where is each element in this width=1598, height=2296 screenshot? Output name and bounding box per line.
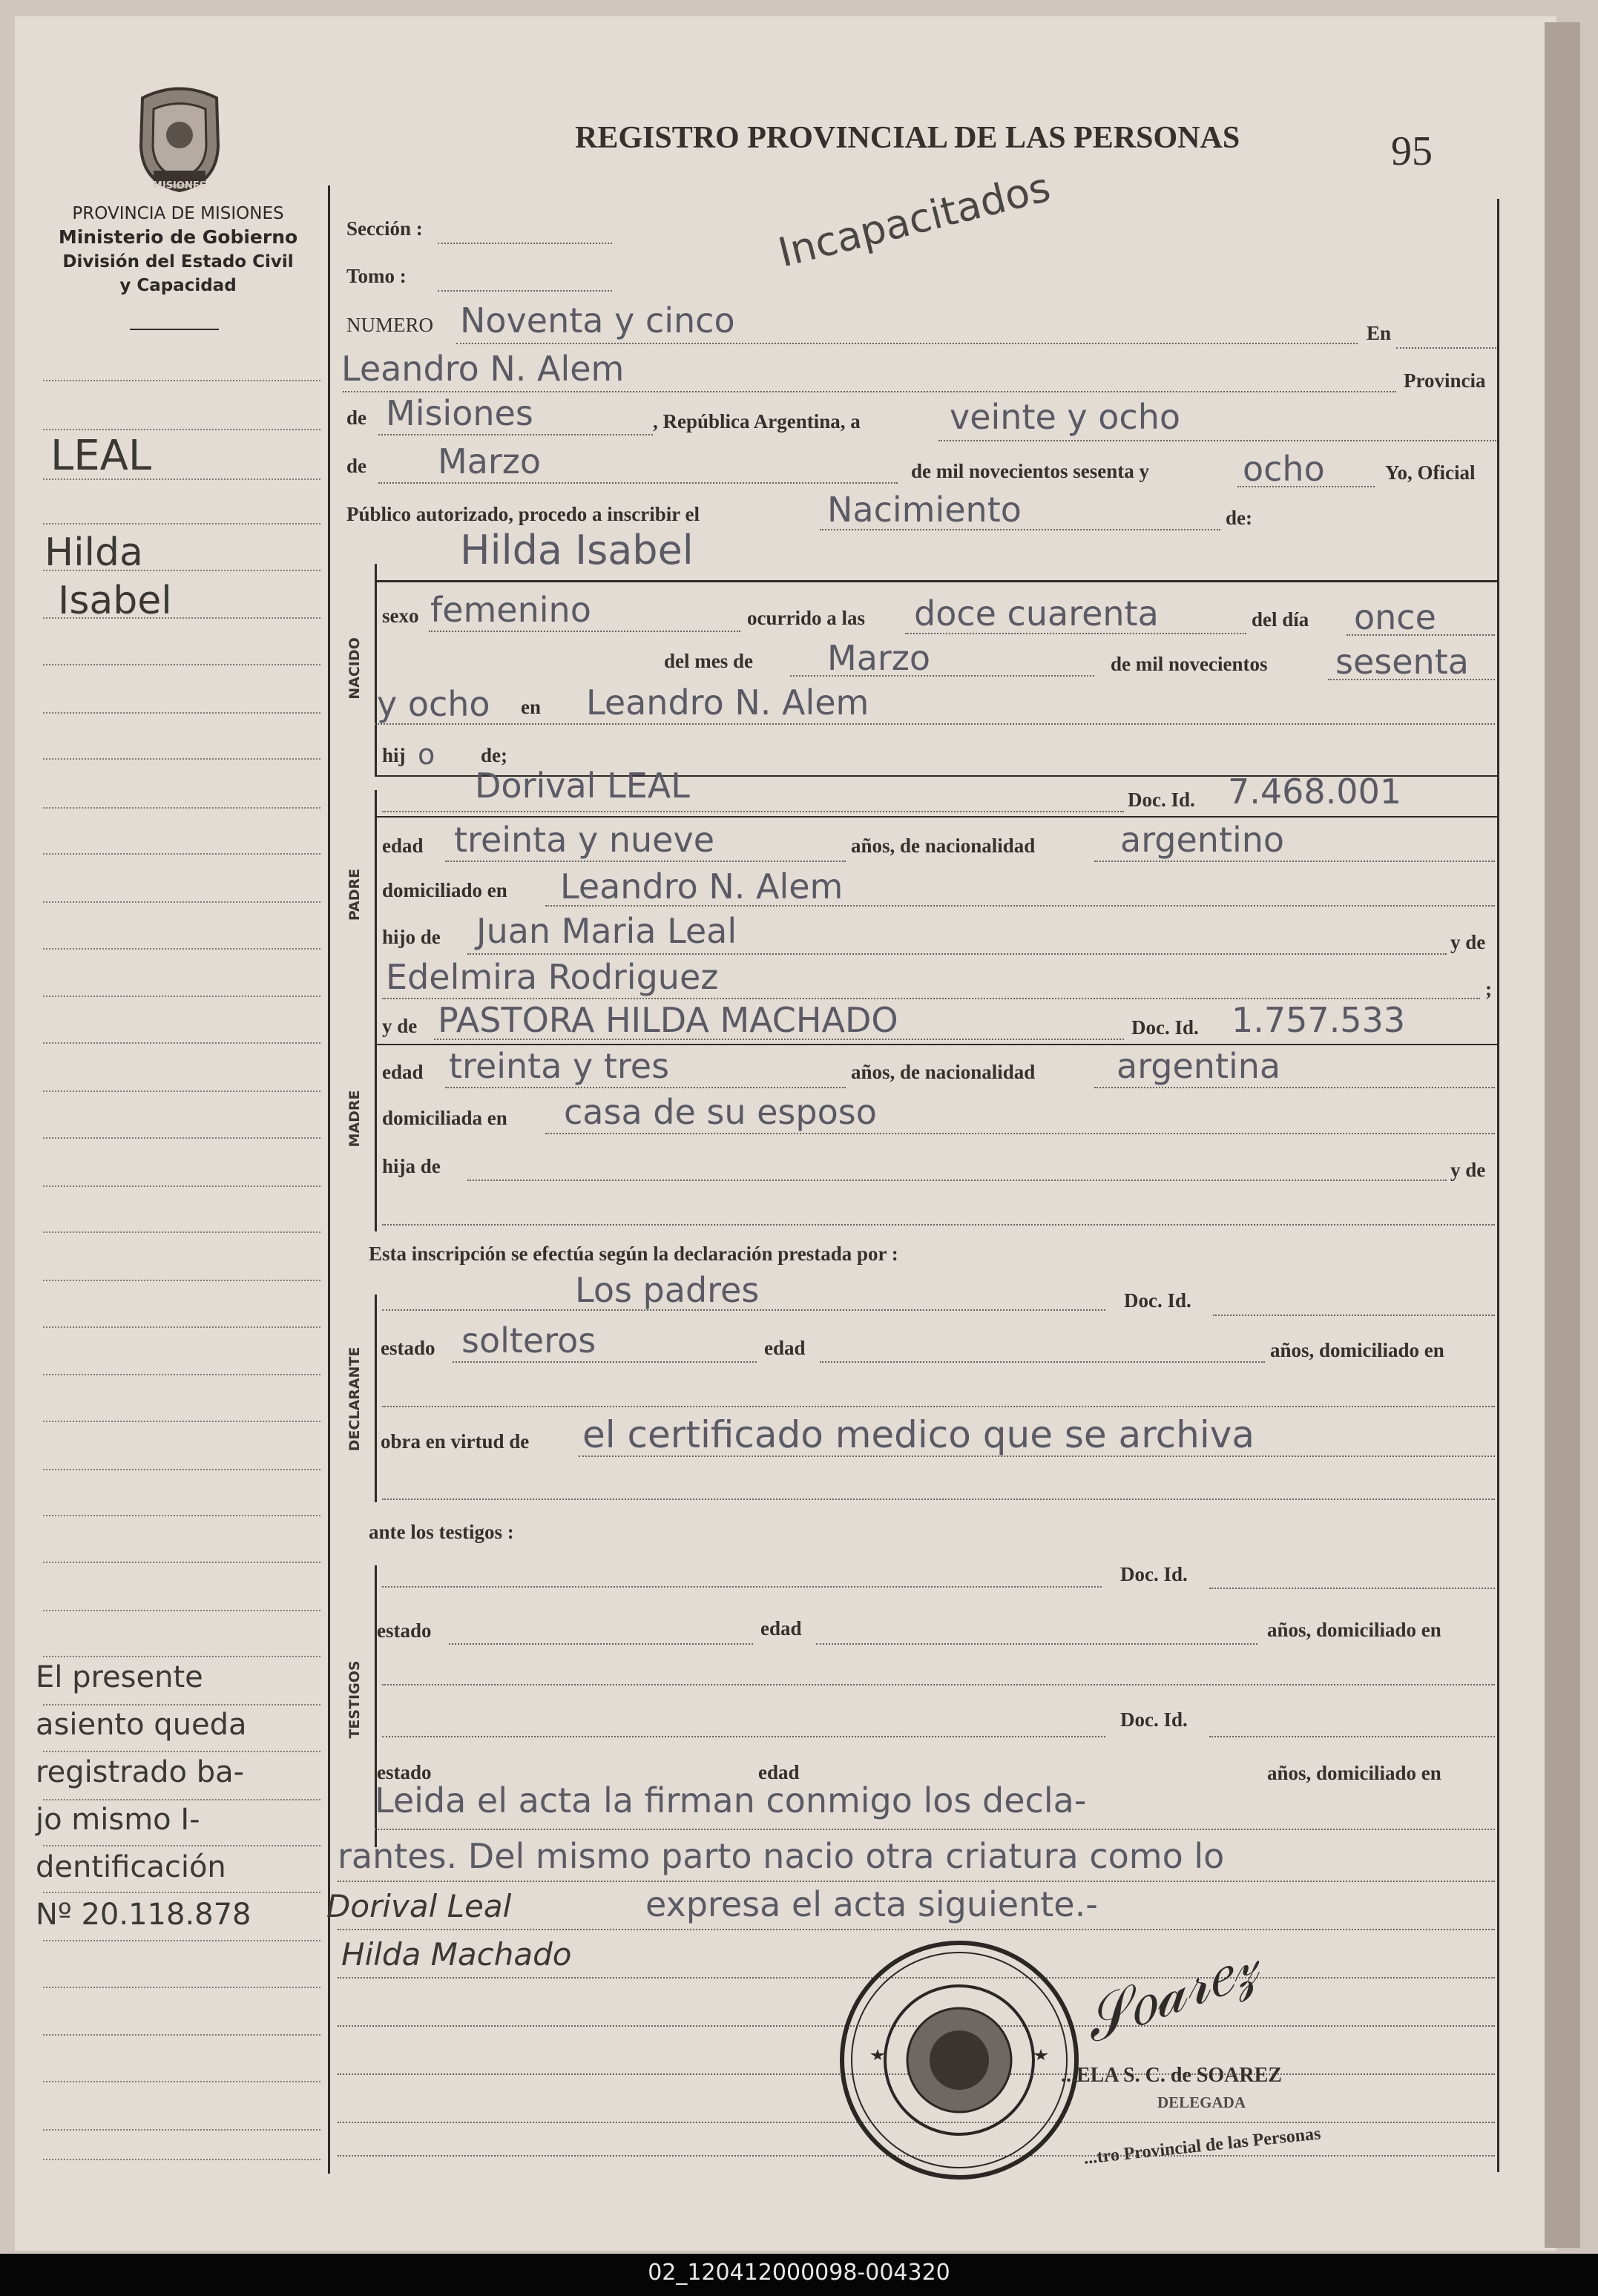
label-domicilio-testigo-1: años, domiciliado en — [1267, 1619, 1441, 1641]
label-nacionalidad-madre: años, de nacionalidad — [851, 1061, 1036, 1083]
label-edad-testigo-2: edad — [758, 1761, 800, 1783]
label-hij: hij — [382, 744, 406, 766]
label-de-colon: de: — [1226, 507, 1252, 529]
closing-line-2: rantes. Del mismo parto nacio otra criatura como lo — [338, 1836, 1225, 1876]
office-capacity: y Capacidad — [119, 276, 237, 295]
label-mil-sesenta: de mil novecientos sesenta y — [911, 460, 1149, 482]
numero-value: Noventa y cinco — [460, 300, 735, 341]
page-edge — [1545, 22, 1580, 2248]
father-name-value: Dorival LEAL — [475, 766, 690, 806]
label-edad-padre: edad — [382, 835, 424, 857]
child-gender-suffix: o — [418, 738, 435, 771]
label-mil-nov: de mil novecientos — [1111, 653, 1268, 675]
place-value: Leandro N. Alem — [341, 349, 625, 389]
document-basis-value: el certificado medico que se archiva — [582, 1413, 1255, 1456]
footer-id: 02_120412000098-004320 — [648, 2260, 950, 2286]
page-number: 95 — [1391, 128, 1433, 174]
label-esta-inscripcion: Esta inscripción se efectúa según la declaración prestada por : — [369, 1243, 898, 1265]
declarant-value: Los padres — [575, 1270, 760, 1310]
label-domicilio-padre: domiciliado en — [382, 879, 507, 901]
father-doc-value: 7.468.001 — [1228, 772, 1402, 812]
label-edad-madre: edad — [382, 1061, 424, 1083]
section-declarante: DECLARANTE — [346, 1346, 363, 1452]
margin-note-1: El presente — [36, 1660, 203, 1694]
label-domicilio-declarante: años, domiciliado en — [1270, 1339, 1444, 1361]
label-del-dia: del día — [1252, 608, 1309, 631]
marital-status-value: solteros — [461, 1320, 596, 1361]
label-numero: NUMERO — [346, 314, 434, 336]
label-doc-id-declarante: Doc. Id. — [1124, 1289, 1191, 1312]
closing-line-3: expresa el acta siguiente.- — [645, 1884, 1098, 1924]
declarante-bracket — [375, 1295, 377, 1502]
section-nacido: NACIDO — [346, 637, 363, 700]
margin-surname: LEAL — [50, 432, 152, 480]
mother-nationality-value: argentina — [1117, 1046, 1281, 1086]
form-right-border — [1497, 199, 1499, 2172]
margin-note-2: asiento queda — [36, 1708, 247, 1742]
province-value: Misiones — [386, 393, 533, 433]
label-semicolon: ; — [1485, 978, 1492, 1000]
birth-month-value: Marzo — [827, 638, 931, 678]
label-doc-id-padre: Doc. Id. — [1128, 789, 1195, 811]
father-address-value: Leandro N. Alem — [560, 866, 844, 907]
label-de-semi: de; — [481, 744, 507, 766]
margin-note-5: dentificación — [36, 1850, 226, 1884]
padre-bracket — [375, 790, 377, 1013]
label-republica: , República Argentina, a — [653, 410, 861, 432]
father-age-value: treinta y nueve — [454, 820, 714, 860]
label-y-de-padre: y de — [1450, 931, 1486, 953]
label-y-de-madre: y de — [382, 1015, 418, 1037]
mother-age-value: treinta y tres — [449, 1046, 670, 1086]
label-ante-testigos: ante los testigos : — [369, 1521, 514, 1543]
father-signature: Dorival Leal — [326, 1888, 512, 1924]
label-hija-de: hija de — [382, 1155, 441, 1177]
official-name: ...ELA S. C. de SOAREZ — [1061, 2064, 1282, 2087]
official-seal — [837, 1938, 1082, 2182]
section-madre: MADRE — [346, 1090, 363, 1148]
label-provincia: Provincia — [1404, 369, 1486, 392]
label-estado-testigo-1: estado — [377, 1619, 432, 1642]
registration-month-value: Marzo — [438, 441, 542, 481]
mother-signature: Hilda Machado — [341, 1936, 572, 1973]
time-value: doce cuarenta — [914, 593, 1159, 634]
section-testigos: TESTIGOS — [346, 1660, 363, 1739]
office-ministry: Ministerio de Gobierno — [58, 226, 298, 248]
label-ocurrido: ocurrido a las — [747, 607, 865, 629]
official-office: ...tro Provincial de las Personas — [1082, 2124, 1322, 2168]
label-nacionalidad-padre: años, de nacionalidad — [851, 835, 1036, 857]
margin-note-3: registrado ba- — [36, 1755, 245, 1789]
label-en: En — [1367, 322, 1392, 344]
margin-given-name-1: Hilda — [45, 530, 143, 575]
label-doc-id-testigo-1: Doc. Id. — [1120, 1563, 1188, 1585]
label-de-mes: de — [346, 455, 366, 477]
mother-name-value: PASTORA HILDA MACHADO — [438, 1000, 898, 1040]
margin-given-name-2: Isabel — [58, 579, 172, 623]
label-tomo: Tomo : — [346, 265, 407, 287]
mother-address-value: casa de su esposo — [564, 1092, 877, 1132]
label-sexo: sexo — [382, 605, 419, 627]
label-estado-testigo-2: estado — [377, 1761, 432, 1783]
margin-note-6: Nº 20.118.878 — [36, 1898, 251, 1932]
label-doc-id-testigo-2: Doc. Id. — [1120, 1708, 1188, 1731]
label-y-de-madre-2: y de — [1450, 1159, 1486, 1181]
label-estado-declarante: estado — [381, 1337, 435, 1359]
label-edad-declarante: edad — [764, 1337, 806, 1359]
registration-year-value: ocho — [1243, 449, 1325, 489]
office-province: PROVINCIA DE MISIONES — [72, 204, 284, 223]
official-title: DELEGADA — [1157, 2093, 1246, 2111]
overwrite-note: Incapacitados — [773, 163, 1055, 277]
page-title: REGISTRO PROVINCIAL DE LAS PERSONAS — [575, 121, 1240, 155]
birth-year-value: sesenta — [1335, 642, 1469, 682]
mother-doc-value: 1.757.533 — [1232, 1000, 1406, 1040]
grandmother-value: Edelmira Rodriguez — [386, 957, 719, 997]
label-edad-testigo-1: edad — [760, 1617, 802, 1639]
office-division: División del Estado Civil — [62, 252, 294, 272]
margin-divider — [328, 185, 330, 2174]
office-block — [30, 204, 326, 295]
act-type-value: Nacimiento — [827, 490, 1022, 530]
madre-bracket — [375, 1009, 377, 1231]
birth-day-value: once — [1354, 597, 1436, 637]
birth-place-value: Leandro N. Alem — [586, 682, 869, 723]
sex-value: femenino — [430, 590, 591, 630]
label-hijo-de: hijo de — [382, 926, 441, 948]
label-yo-oficial: Yo, Oficial — [1385, 461, 1476, 484]
official-signature: 𝒮𝑜𝒶𝓇𝑒𝓏 — [1073, 1930, 1267, 2056]
label-publico: Público autorizado, procedo a inscribir el — [346, 503, 700, 525]
nacido-bracket — [375, 564, 377, 775]
label-del-mes: del mes de — [664, 650, 753, 672]
registration-day-value: veinte y ocho — [950, 397, 1180, 437]
label-domicilio-madre: domiciliada en — [382, 1107, 507, 1129]
label-domicilio-testigo-2: años, domiciliado en — [1267, 1762, 1441, 1784]
child-name-value: Hilda Isabel — [460, 527, 694, 573]
father-nationality-value: argentino — [1120, 820, 1285, 860]
crest-label: MISIONES — [152, 180, 207, 191]
label-doc-id-madre: Doc. Id. — [1131, 1016, 1199, 1039]
margin-note-4: jo mismo I- — [36, 1803, 200, 1837]
label-en-lugar: en — [521, 696, 541, 718]
office-rule — [130, 329, 219, 330]
label-de: de — [346, 407, 366, 429]
closing-line-1: Leida el acta la firman conmigo los decla- — [375, 1780, 1087, 1820]
crest-logo — [128, 83, 231, 194]
label-obra-virtud: obra en virtud de — [381, 1430, 530, 1453]
birth-year-2-value: y ocho — [377, 684, 490, 724]
label-seccion: Sección : — [346, 217, 423, 240]
section-padre: PADRE — [346, 868, 363, 921]
grandfather-value: Juan Maria Leal — [476, 911, 737, 951]
